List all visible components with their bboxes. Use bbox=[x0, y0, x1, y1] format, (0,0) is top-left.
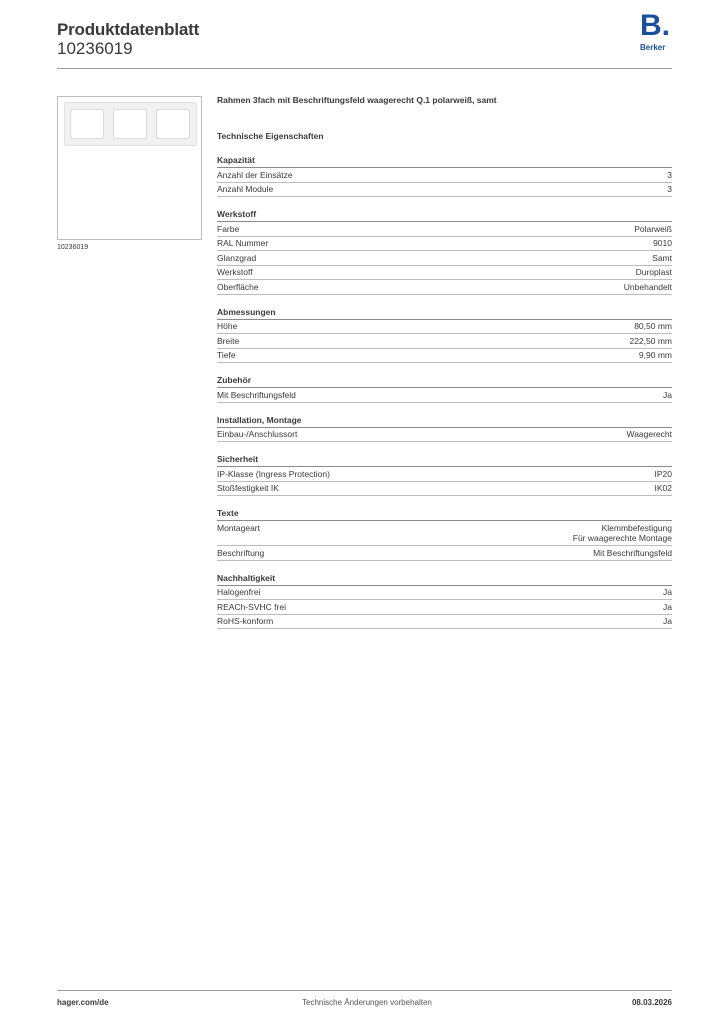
spec-group bbox=[217, 453, 672, 496]
spec-label: Glanzgrad bbox=[217, 252, 257, 263]
spec-label: Breite bbox=[217, 335, 240, 346]
spec-row bbox=[217, 428, 672, 443]
spec-value-line: Ja bbox=[663, 601, 672, 612]
footer-disclaimer: Technische Änderungen vorbehalten bbox=[302, 998, 432, 1007]
spec-row bbox=[217, 482, 672, 497]
spec-value bbox=[663, 587, 672, 598]
frame-cell-2 bbox=[113, 109, 147, 139]
product-image bbox=[64, 102, 197, 146]
spec-row bbox=[217, 388, 672, 403]
spec-value-line: IP20 bbox=[654, 468, 672, 479]
header-divider bbox=[57, 68, 672, 69]
spec-row bbox=[217, 546, 672, 561]
spec-label: Mit Beschriftungsfeld bbox=[217, 389, 296, 400]
footer-website: hager.com/de bbox=[57, 998, 109, 1007]
spec-value bbox=[634, 224, 672, 235]
spec-value-line: 80,50 mm bbox=[634, 321, 672, 331]
spec-value-line: 3 bbox=[667, 169, 672, 180]
spec-row bbox=[217, 334, 672, 349]
group-title: Abmessungen bbox=[217, 306, 672, 320]
spec-row bbox=[217, 467, 672, 482]
spec-row bbox=[217, 615, 672, 630]
group-title: Zubehör bbox=[217, 374, 672, 388]
spec-value bbox=[653, 238, 672, 249]
spec-row bbox=[217, 349, 672, 364]
spec-label: RoHS-konform bbox=[217, 616, 274, 626]
spec-value bbox=[667, 184, 672, 195]
logo-text: Berker bbox=[640, 43, 666, 52]
specifications bbox=[217, 93, 672, 629]
spec-value bbox=[655, 483, 673, 494]
group-title: Werkstoff bbox=[217, 208, 672, 222]
spec-label: REACh-SVHC frei bbox=[217, 601, 286, 612]
spec-value bbox=[593, 548, 672, 559]
spec-group bbox=[217, 208, 672, 295]
spec-label: Anzahl Module bbox=[217, 184, 274, 194]
spec-row bbox=[217, 237, 672, 252]
spec-group bbox=[217, 374, 672, 403]
spec-label: IP-Klasse (Ingress Protection) bbox=[217, 468, 330, 479]
spec-value bbox=[624, 282, 672, 293]
spec-value-line: 222,50 mm bbox=[629, 335, 672, 346]
spec-value-line: Ja bbox=[663, 389, 672, 400]
spec-value-line: Polarweiß bbox=[634, 223, 672, 234]
spec-row bbox=[217, 280, 672, 295]
spec-group bbox=[217, 507, 672, 561]
spec-label: Montageart bbox=[217, 522, 260, 533]
spec-row bbox=[217, 521, 672, 546]
footer-divider bbox=[57, 990, 672, 991]
spec-value-line: 3 bbox=[667, 184, 672, 194]
spec-row bbox=[217, 222, 672, 237]
spec-row bbox=[217, 586, 672, 601]
group-title: Sicherheit bbox=[217, 453, 672, 467]
spec-value bbox=[639, 350, 672, 361]
spec-value-line: Samt bbox=[652, 252, 672, 263]
spec-row bbox=[217, 266, 672, 281]
spec-value bbox=[629, 336, 672, 347]
spec-row bbox=[217, 251, 672, 266]
spec-label: Tiefe bbox=[217, 350, 236, 360]
spec-label: Oberfläche bbox=[217, 281, 259, 292]
spec-value-line: Mit Beschriftungsfeld bbox=[593, 547, 672, 558]
page-title: Produktdatenblatt bbox=[57, 20, 200, 39]
spec-value-line: Unbehandelt bbox=[623, 281, 672, 292]
spec-group bbox=[217, 154, 672, 197]
product-name: Rahmen 3fach mit Beschriftungsfeld waagerecht Q.1 polarweiß, samt bbox=[217, 95, 497, 105]
product-number: 10236019 bbox=[57, 39, 133, 58]
spec-group bbox=[217, 572, 672, 630]
section-title: Technische Eigenschaften bbox=[217, 131, 324, 141]
spec-value bbox=[634, 321, 672, 332]
spec-value bbox=[652, 253, 672, 264]
spec-value-line: Klemmbefestigung bbox=[601, 522, 672, 533]
spec-value-line: Waagerecht bbox=[626, 429, 672, 439]
group-title: Texte bbox=[217, 507, 672, 521]
spec-label: Stoßfestigkeit IK bbox=[217, 483, 279, 493]
spec-label: Einbau-/Anschlussort bbox=[217, 429, 298, 439]
spec-label: Höhe bbox=[217, 321, 238, 331]
image-caption: 10236019 bbox=[57, 244, 89, 251]
logo-glyph: B. bbox=[640, 9, 670, 42]
spec-value-line: Ja bbox=[663, 616, 672, 626]
spec-label: Werkstoff bbox=[217, 267, 253, 277]
spec-label: RAL Nummer bbox=[217, 238, 269, 248]
spec-value bbox=[655, 469, 673, 480]
footer-date: 08.03.2026 bbox=[631, 998, 672, 1007]
spec-value-line: Ja bbox=[663, 587, 672, 597]
spec-row bbox=[217, 600, 672, 615]
group-title: Nachhaltigkeit bbox=[217, 572, 672, 586]
group-title: Kapazität bbox=[217, 154, 672, 168]
spec-value-line: 9010 bbox=[653, 238, 672, 248]
spec-group bbox=[217, 306, 672, 364]
spec-value-line: Duroplast bbox=[635, 267, 672, 277]
frame-cell-3 bbox=[156, 109, 190, 139]
spec-value bbox=[667, 170, 672, 181]
spec-value bbox=[663, 602, 672, 613]
product-image-frame bbox=[57, 96, 202, 240]
spec-groups bbox=[217, 154, 672, 629]
spec-group bbox=[217, 414, 672, 443]
berker-logo bbox=[638, 9, 674, 56]
spec-label: Beschriftung bbox=[217, 547, 265, 558]
spec-label: Farbe bbox=[217, 223, 240, 234]
spec-row bbox=[217, 320, 672, 335]
spec-value bbox=[636, 267, 672, 278]
group-title: Installation, Montage bbox=[217, 414, 672, 428]
spec-row bbox=[217, 183, 672, 198]
spec-value-line: Für waagerechte Montage bbox=[572, 533, 672, 543]
spec-label: Halogenfrei bbox=[217, 587, 261, 597]
spec-value bbox=[573, 523, 672, 544]
spec-value bbox=[626, 429, 672, 440]
spec-value bbox=[663, 616, 672, 627]
spec-value-line: 9,90 mm bbox=[638, 350, 672, 360]
spec-value-line: IK02 bbox=[654, 483, 672, 493]
spec-value bbox=[663, 390, 672, 401]
spec-row bbox=[217, 168, 672, 183]
frame-cell-1 bbox=[70, 109, 104, 139]
spec-label: Anzahl der Einsätze bbox=[217, 169, 293, 180]
